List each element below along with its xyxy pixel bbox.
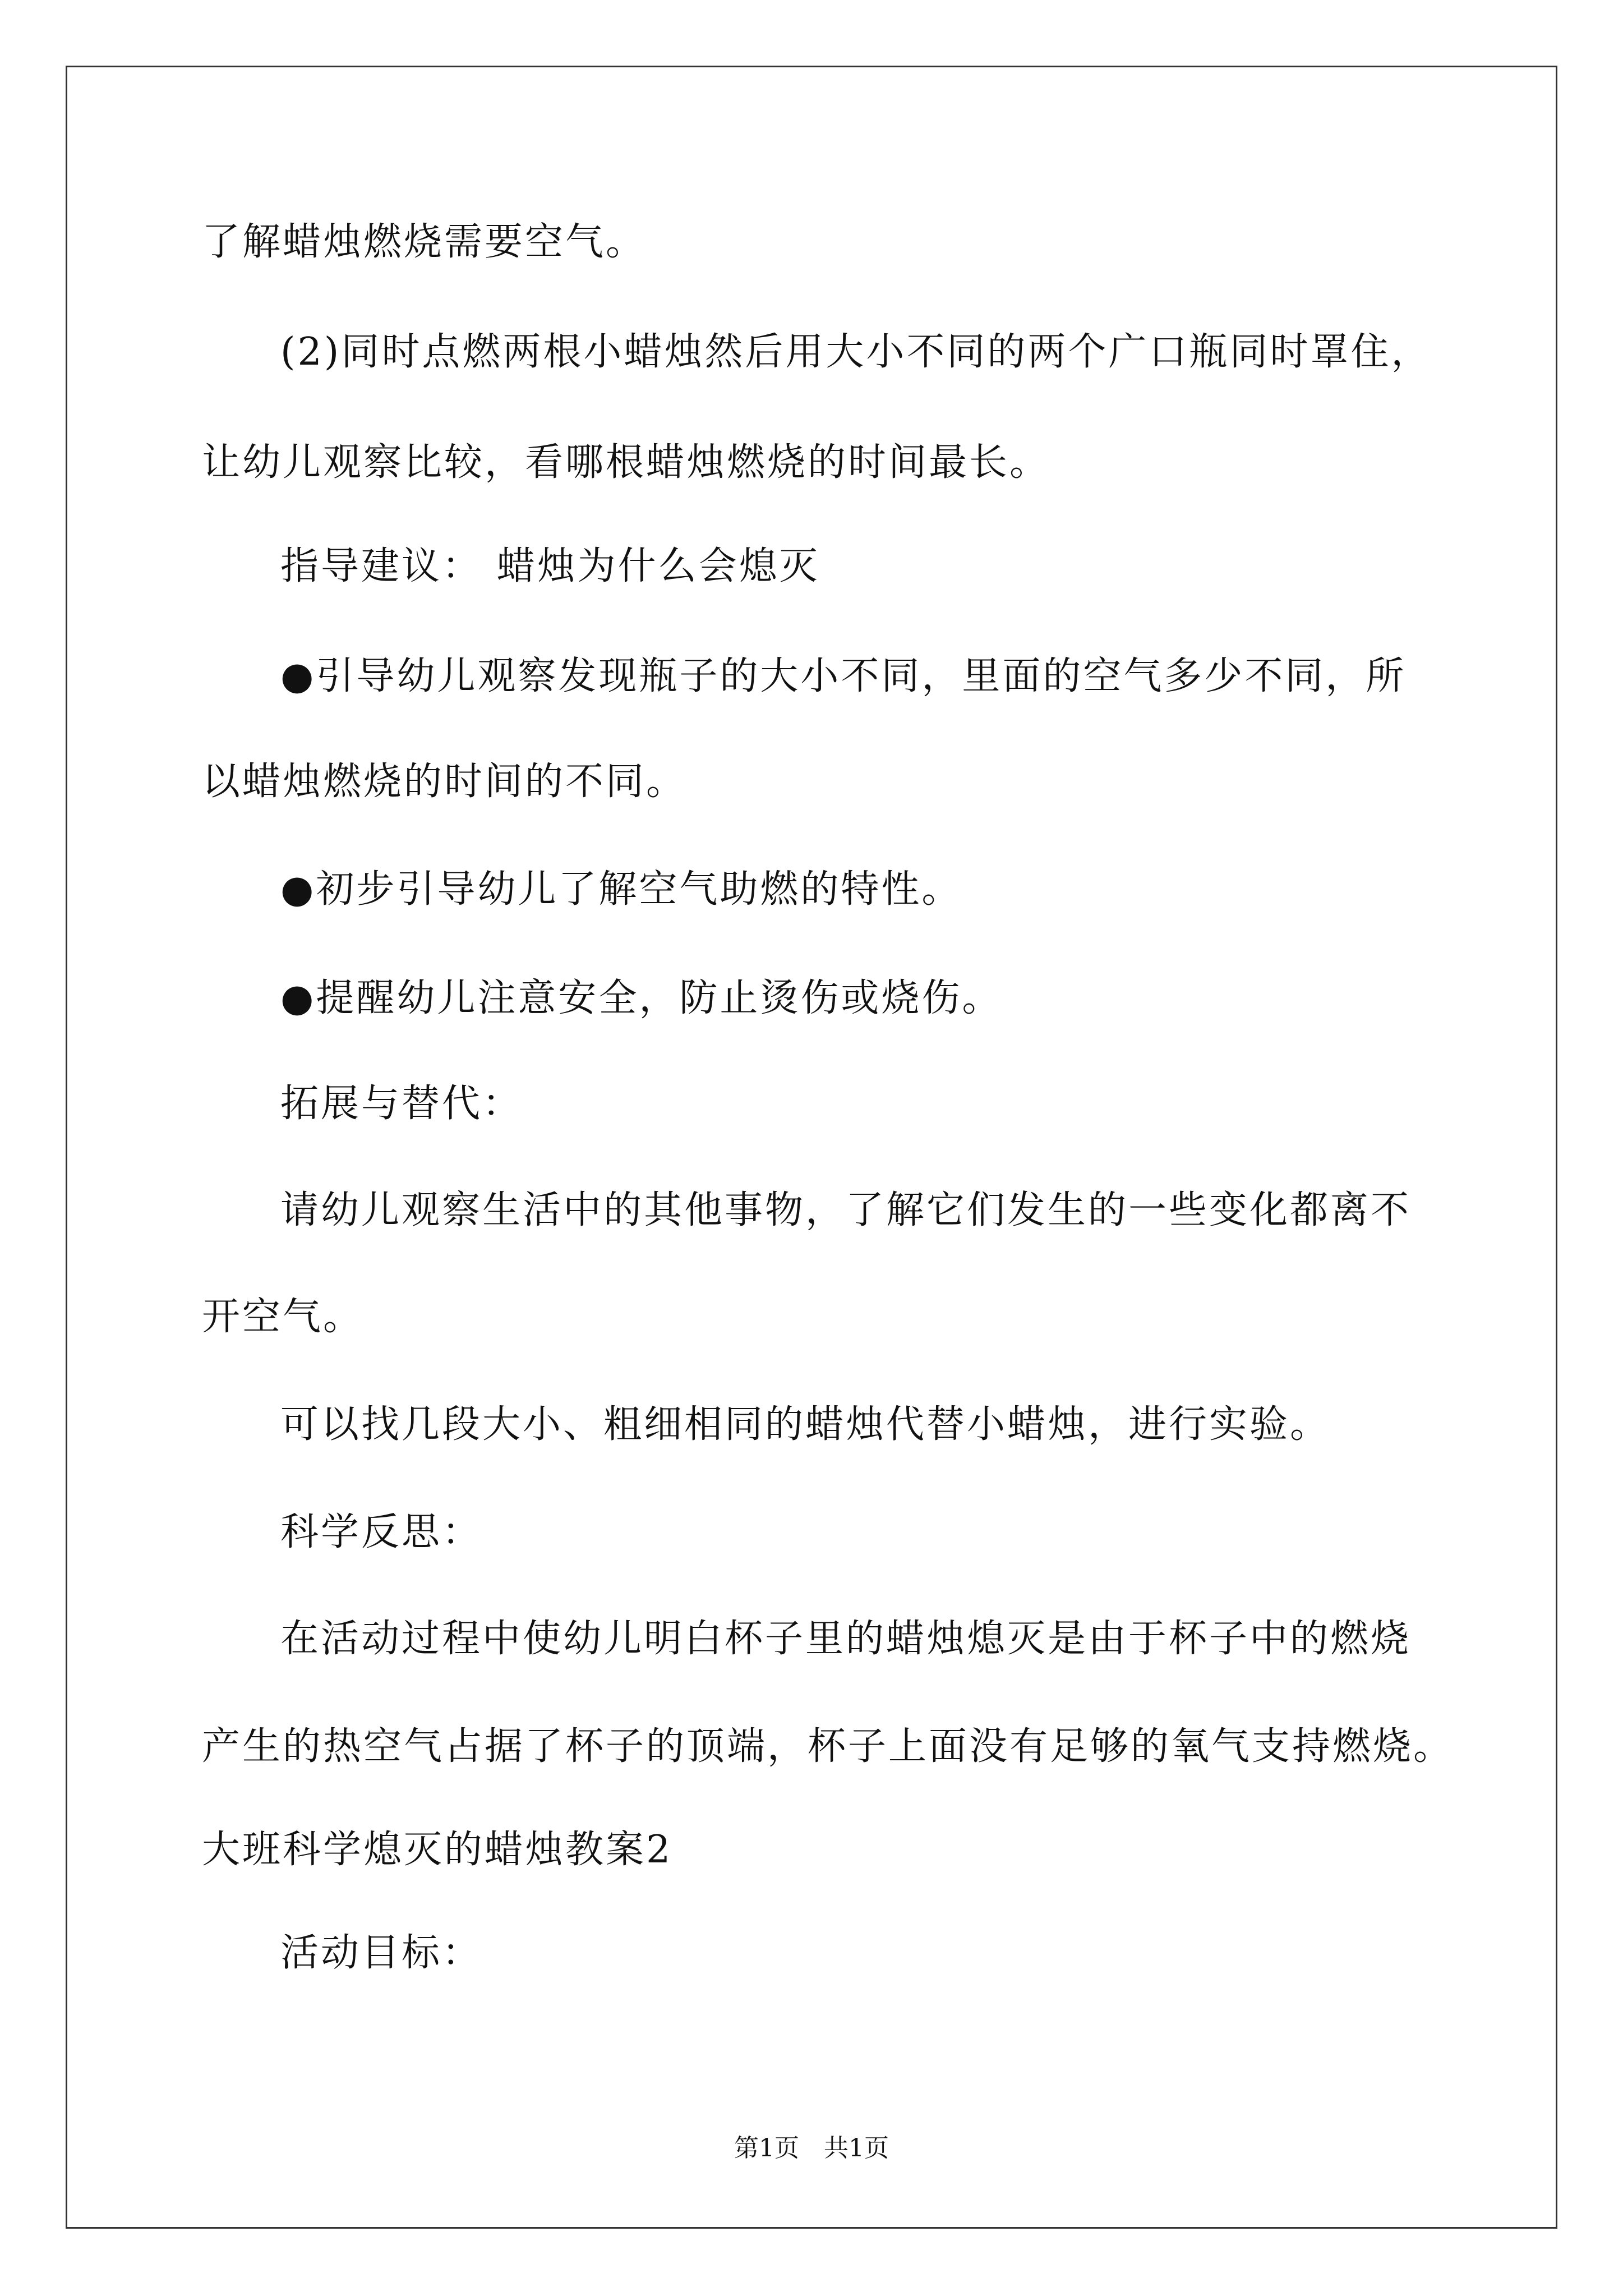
text-line-10: 请幼儿观察生活中的其他事物，了解它们发生的一些变化都离不: [280, 1188, 1412, 1232]
text-line-2: (2)同时点燃两根小蜡烛然后用大小不同的两个广口瓶同时罩住，: [280, 330, 1432, 374]
text-line-9: 拓展与替代：: [280, 1082, 523, 1126]
text-line-16: 大班科学熄灭的蜡烛教案2: [202, 1828, 673, 1872]
text-line-14: 在活动过程中使幼儿明白杯子里的蜡烛熄灭是由于杯子中的燃烧: [280, 1617, 1412, 1661]
text-line-17: 活动目标：: [280, 1931, 483, 1975]
text-line-3: 让幼儿观察比较，看哪根蜡烛燃烧的时间最长。: [202, 440, 1050, 485]
text-line-8: ●提醒幼儿注意安全，防止烫伤或烧伤。: [280, 976, 1003, 1020]
text-line-1: 了解蜡烛燃烧需要空气。: [202, 220, 647, 264]
text-line-11: 开空气。: [202, 1295, 364, 1339]
text-line-7: ●初步引导幼儿了解空气助燃的特性。: [280, 867, 962, 912]
text-line-13: 科学反思：: [280, 1510, 483, 1554]
page-number-footer: 第1页 共1页: [734, 2134, 889, 2162]
text-line-4: 指导建议： 蜡烛为什么会熄灭: [280, 544, 820, 588]
text-line-5: ●引导幼儿观察发现瓶子的大小不同，里面的空气多少不同，所: [280, 654, 1407, 698]
text-line-15: 产生的热空气占据了杯子的顶端，杯子上面没有足够的氧气支持燃烧。: [202, 1724, 1454, 1769]
text-line-6: 以蜡烛燃烧的时间的不同。: [202, 760, 687, 804]
text-line-12: 可以找几段大小、粗细相同的蜡烛代替小蜡烛，进行实验。: [280, 1402, 1331, 1447]
page-border: [66, 66, 1557, 2229]
